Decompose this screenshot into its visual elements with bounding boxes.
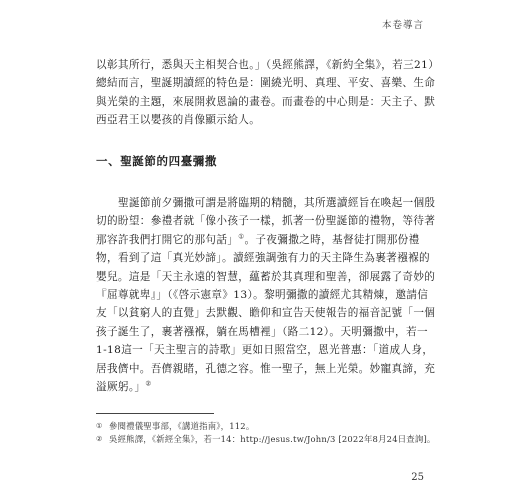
footnote-mark: ② xyxy=(96,435,103,444)
paragraph-text: 。子夜彌撒之時，基督徒打開那份禮物，看到了這「真光妙諦」。讀經強調強有力的天主降生為裹著襁褓的嬰兒。這是「天主永遠的智慧，蘊蓄於其真理和聖善，卻展露了奇妙的『屈尊就卑』」（《啓示憲章》13）。黎明彌撒的讀經尤其精煉，邀請信友「以貧窮人的直覺」去默觀、瞻仰和宣告天使報告的福音記號「一個孩子誕生了，裹著襁褓，躺在馬槽裡」（路二12）。天明彌撒中，若一1-18這一「天主聖言的詩歌」更如日照當空，恩光普惠：「道成人身，居我儕中。吾儕親睹，孔德之容。惟一聖子，無上光榮。妙寵真諦，充溢厥躬。」 xyxy=(96,233,436,394)
paragraph xyxy=(96,194,436,396)
paragraph-text: 聖誕節前夕彌撒可謂是將臨期的精髓，其所選讀經旨在喚起一個殷切的盼望：參禮者就「像小孩子一樣，抓著一份聖誕節的禮物，等待著那容許我們打開它的那句話」 xyxy=(96,197,436,246)
footnote-reference: ② xyxy=(145,379,152,388)
footnote-divider xyxy=(96,413,214,414)
footnote-text: 吳經熊譯，《新經全集》，若一14：http://jesus.tw/John/3 [2022年8月24日查詢]。 xyxy=(109,434,436,445)
footnote-mark: ① xyxy=(96,422,103,430)
footnotes xyxy=(96,420,436,446)
footnote-text: 參閱禮儀聖事部，《講道指南》，112。 xyxy=(109,421,255,431)
section-heading: 一、聖誕節的四臺彌撒 xyxy=(96,154,217,168)
footnote-reference: ① xyxy=(238,232,245,241)
footnote xyxy=(96,433,436,446)
paragraph: 以彰其所行，悉與天主相契合也。」（吳經熊譯，《新約全集》，若三21）總結而言，聖誕期讀經的特色是：圍繞光明、真理、平安、喜樂、生命與光榮的主題，來展開救恩論的畫卷。而畫卷的中心則是：天主子、默西亞君王以嬰孩的肖像顯示給人。 xyxy=(96,59,436,127)
running-header: 本卷導言 xyxy=(381,20,424,31)
page-number: 25 xyxy=(411,472,424,483)
footnote xyxy=(96,420,436,433)
